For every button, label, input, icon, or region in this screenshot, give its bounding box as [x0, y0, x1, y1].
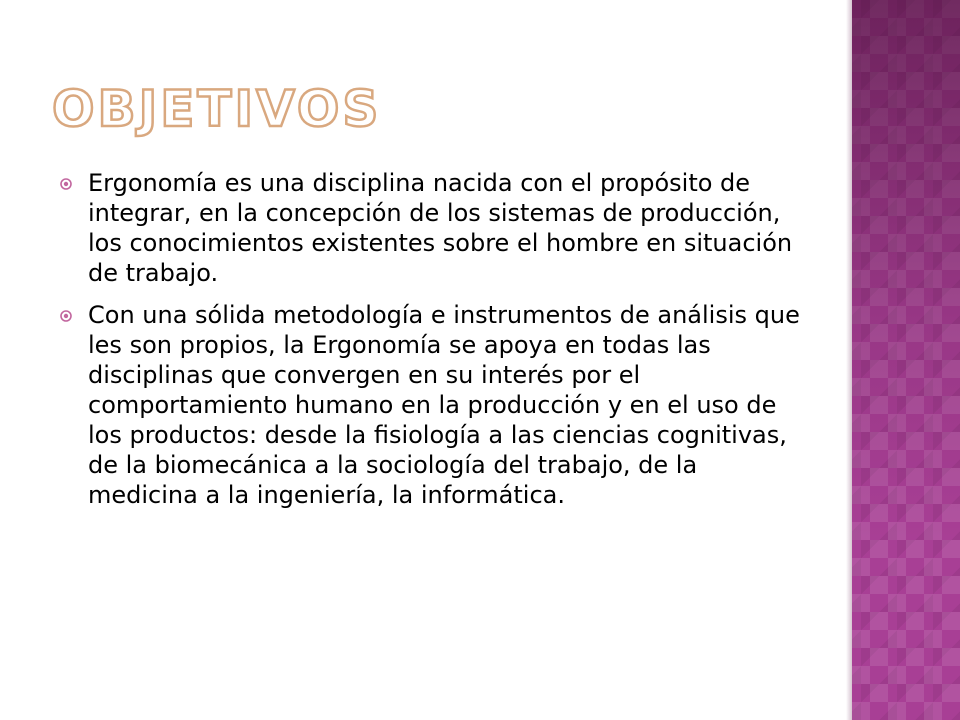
circle-target-icon — [60, 178, 72, 190]
decorative-side-panel — [852, 0, 960, 720]
bullet-text: Ergonomía es una disciplina nacida con el propósito de integrar, en la concepción de los sistemas de producción, los conocimientos existentes sobre el hombre en situación de trabajo. — [88, 169, 793, 287]
bullet-text: Con una sólida metodología e instrumentos de análisis que les son propios, la Ergonomía se apoya en todas las disciplinas que convergen en su interés por el comportamiento humano en la producción y en el uso de los productos: desde la fisiología a las ciencias cognitivas, de la biomecánica a la sociología del trabajo, de la medicina a la ingeniería, la informática. — [88, 301, 800, 509]
bullet-item — [60, 168, 800, 288]
bullet-item — [60, 300, 800, 510]
bullet-list — [60, 168, 800, 522]
circle-target-icon — [60, 310, 72, 322]
slide-title: OBJETIVOS — [52, 80, 382, 138]
